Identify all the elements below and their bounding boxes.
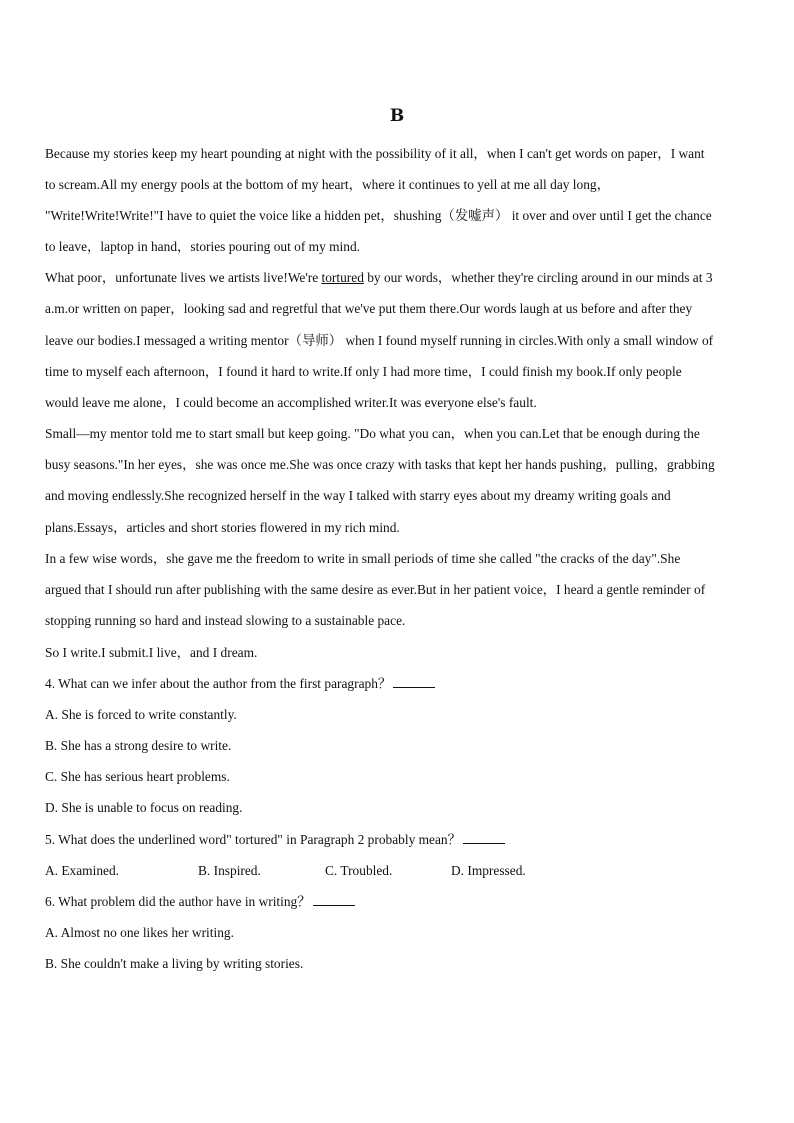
answer-option[interactable]: D. Impressed. [451, 863, 526, 878]
answer-blank[interactable] [313, 893, 355, 906]
passage-line: would leave me alone，I could become an accomplished writer.It was everyone else's fault. [45, 395, 537, 410]
passage-line: Small—my mentor told me to start small but keep going. "Do what you can，when you can.Let that be enough during the [45, 426, 700, 441]
question-stem [45, 831, 505, 849]
passage-line: "Write!Write!Write!"I have to quiet the voice like a hidden pet，shushing（发嘘声） it over and over until I get the chance [45, 208, 712, 223]
passage-line: to scream.All my energy pools at the bottom of my heart，where it continues to yell at me all day long， [45, 177, 611, 192]
passage-line: argued that I should run after publishing with the same desire as ever.But in her patient voice，I heard a gentle reminder of [45, 582, 706, 597]
passage-line [45, 269, 713, 287]
answer-option[interactable]: B. She couldn't make a living by writing stories. [45, 956, 304, 971]
passage-line: a.m.or written on paper，looking sad and regretful that we've put them there.Our words laugh at us before and after they [45, 301, 693, 316]
question-text: 5. What does the underlined word" tortured" in Paragraph 2 probably mean？ [45, 832, 462, 847]
question-stem [45, 675, 435, 693]
answer-option[interactable]: A. Almost no one likes her writing. [45, 925, 234, 940]
answer-option[interactable]: C. She has serious heart problems. [45, 769, 230, 784]
answer-blank[interactable] [393, 675, 435, 688]
passage-line: leave our bodies.I messaged a writing mentor（导师） when I found myself running in circles.With only a small window of [45, 333, 714, 348]
answer-option[interactable]: B. She has a strong desire to write. [45, 738, 232, 753]
passage-text: What poor，unfortunate lives we artists live!We're [45, 270, 322, 285]
answer-option[interactable]: A. Examined. [45, 863, 120, 878]
question-stem [45, 893, 355, 911]
answer-option[interactable]: A. She is forced to write constantly. [45, 707, 237, 722]
passage-line: stopping running so hard and instead slowing to a sustainable pace. [45, 613, 406, 628]
passage-line: Because my stories keep my heart pounding at night with the possibility of it all，when I can't get words on paper，I want [45, 146, 705, 161]
passage-line: plans.Essays，articles and short stories flowered in my rich mind. [45, 520, 400, 535]
question-text: 6. What problem did the author have in writing？ [45, 894, 311, 909]
answer-blank[interactable] [463, 831, 505, 844]
passage-line: So I write.I submit.I live，and I dream. [45, 645, 258, 660]
answer-option[interactable]: D. She is unable to focus on reading. [45, 800, 243, 815]
passage-line: In a few wise words，she gave me the freedom to write in small periods of time she called "the cracks of the day".She [45, 551, 681, 566]
underlined-word: tortured [321, 270, 364, 285]
answer-option[interactable]: B. Inspired. [198, 863, 261, 878]
passage-text: by our words，whether they're circling around in our minds at 3 [363, 270, 713, 285]
answer-option[interactable]: C. Troubled. [325, 863, 393, 878]
passage-line: busy seasons."In her eyes，she was once me.She was once crazy with tasks that kept her hands pushing，pulling，grabbing [45, 457, 715, 472]
passage-line: and moving endlessly.She recognized herself in the way I talked with starry eyes about my dreamy writing goals and [45, 488, 671, 503]
question-text: 4. What can we infer about the author from the first paragraph？ [45, 676, 392, 691]
section-heading: B [389, 106, 405, 126]
passage-line: time to myself each afternoon，I found it hard to write.If only I had more time，I could finish my book.If only people [45, 364, 682, 379]
passage-line: to leave，laptop in hand，stories pouring out of my mind. [45, 239, 361, 254]
